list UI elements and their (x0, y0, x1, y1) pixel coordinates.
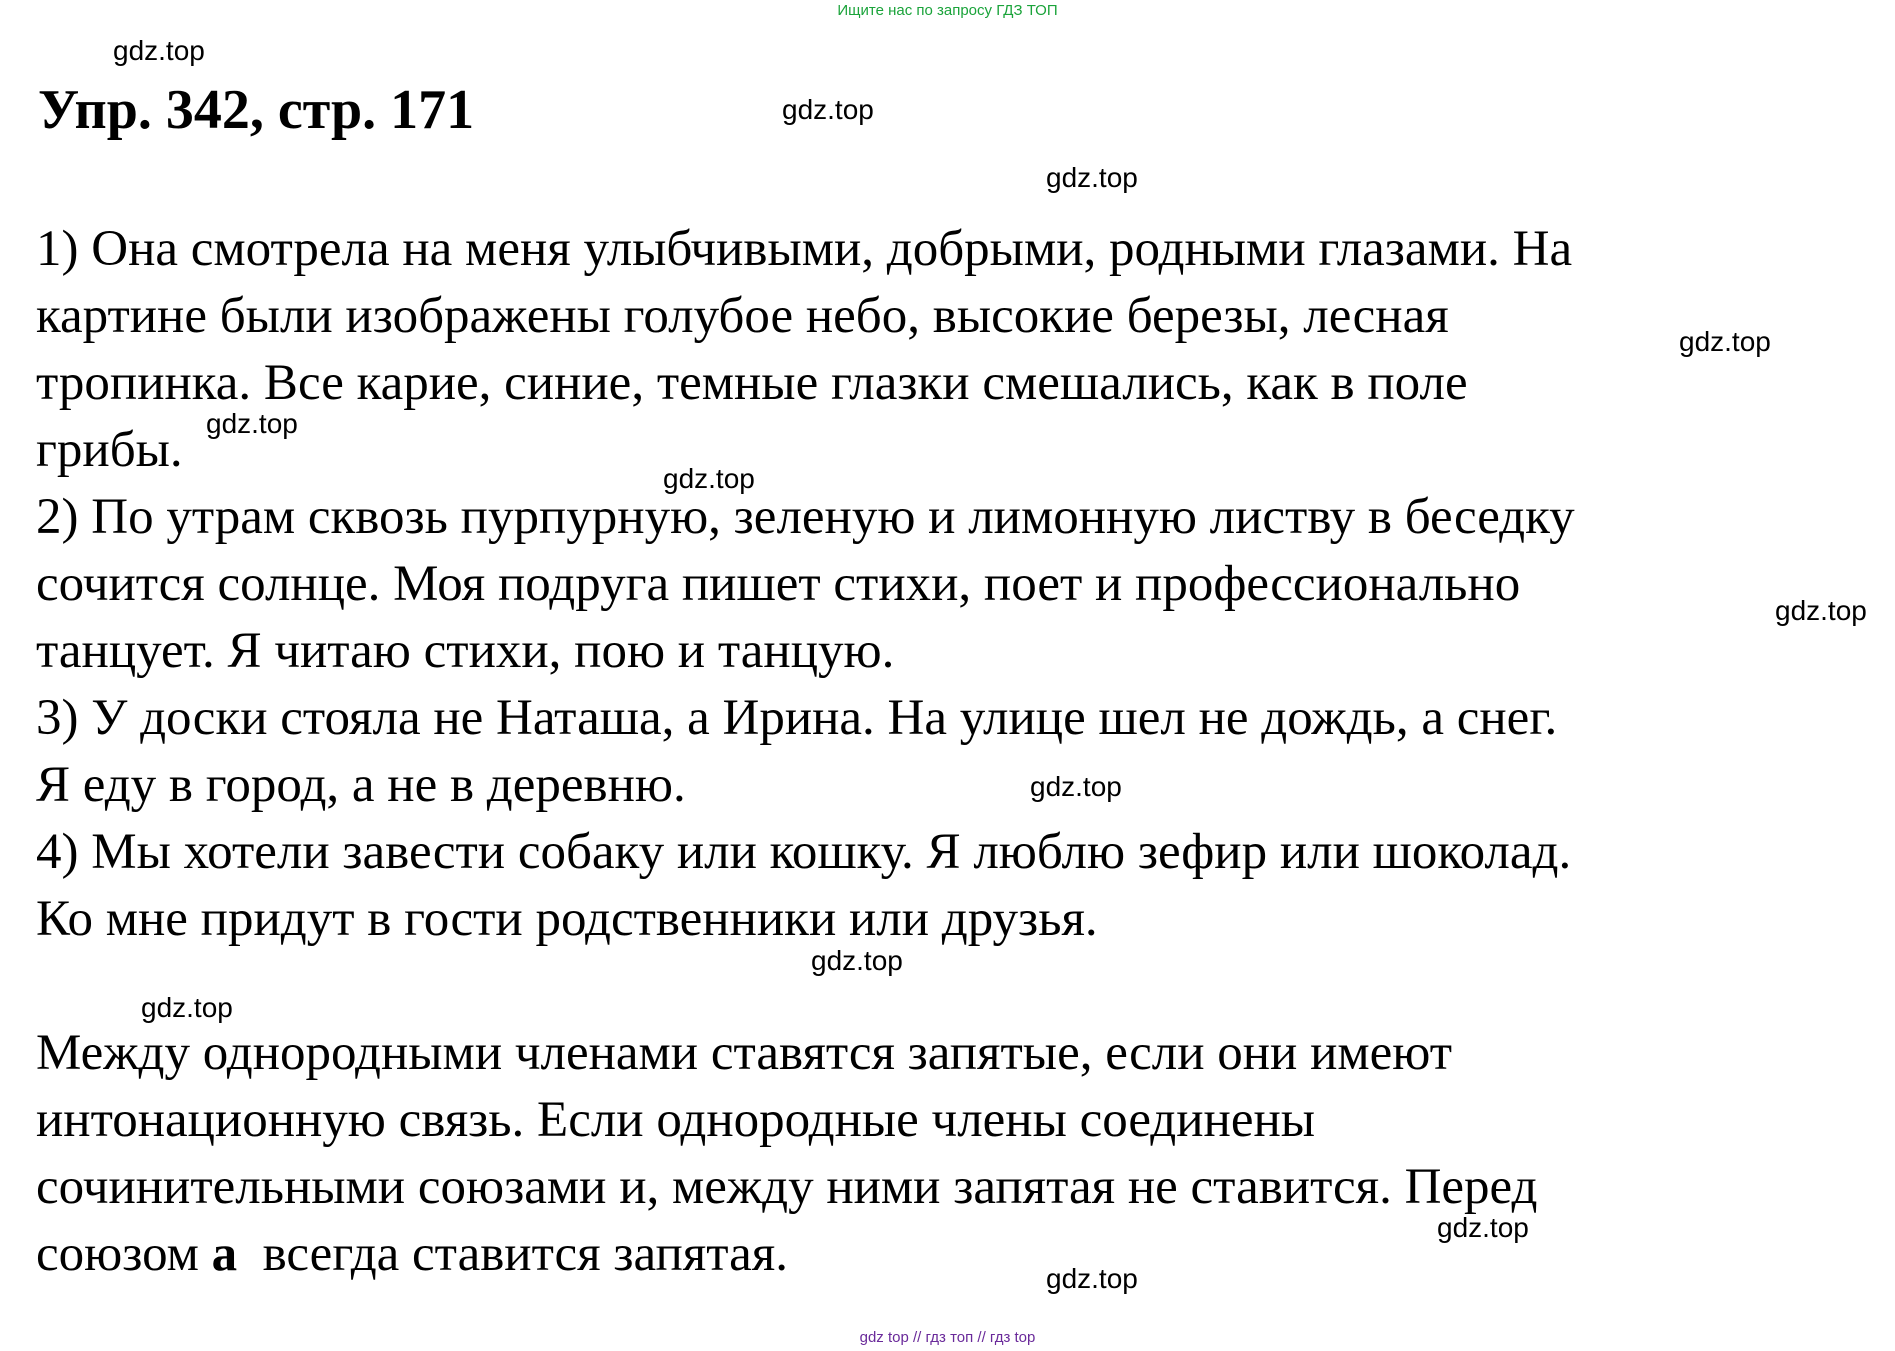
page-title: Упр. 342, стр. 171 (38, 79, 475, 141)
answer-line: Я еду в город, а не в деревню. (36, 757, 686, 813)
rule-block (36, 1020, 1537, 1288)
footer-links[interactable]: gdz top // гдз топ // гдз top (859, 1329, 1036, 1346)
watermark: gdz.top (1046, 1263, 1138, 1294)
answer-line: Ко мне придут в гости родственники или друзья. (36, 891, 1098, 947)
watermark: gdz.top (782, 94, 874, 125)
watermark: gdz.top (113, 35, 205, 66)
answer-line: 1) Она смотрела на меня улыбчивыми, добрыми, родными глазами. На (36, 221, 1573, 277)
answer-line: 4) Мы хотели завести собаку или кошку. Я люблю зефир или шоколад. (36, 824, 1572, 880)
rule-line: интонационную связь. Если однородные члены соединены (36, 1092, 1316, 1148)
answer-line: 3) У доски стояла не Наташа, а Ирина. На улице шел не дождь, а снег. (36, 690, 1558, 746)
answer-line: тропинка. Все карие, синие, темные глазки смешались, как в поле (36, 355, 1468, 411)
conjunction-a: а (211, 1226, 238, 1282)
answer-line: грибы. (36, 422, 183, 478)
top-banner: Ищите нас по запросу ГДЗ ТОП (837, 2, 1058, 19)
answer-line: танцует. Я читаю стихи, пою и танцую. (36, 623, 895, 679)
rule-line: сочинительными союзами и, между ними запятая не ставится. Перед (36, 1159, 1538, 1215)
rule-line: Между однородными членами ставятся запятые, если они имеют (36, 1025, 1452, 1081)
watermark: gdz.top (1679, 326, 1771, 357)
answer-line: 2) По утрам сквозь пурпурную, зеленую и лимонную листву в беседку (36, 489, 1575, 545)
answer-line: картине были изображены голубое небо, высокие березы, лесная (36, 288, 1449, 344)
rule-line (36, 1221, 1537, 1288)
watermark: gdz.top (663, 463, 755, 494)
answer-line: сочится солнце. Моя подруга пишет стихи, поет и профессионально (36, 556, 1521, 612)
rule-text: союзом (36, 1226, 212, 1282)
rule-text: всегда ставится запятая. (237, 1226, 788, 1282)
watermark: gdz.top (1775, 595, 1867, 626)
watermark: gdz.top (141, 992, 233, 1023)
watermark: gdz.top (1437, 1212, 1529, 1243)
watermark: gdz.top (811, 945, 903, 976)
watermark: gdz.top (1046, 162, 1138, 193)
watermark: gdz.top (206, 408, 298, 439)
watermark: gdz.top (1030, 771, 1122, 802)
answers-block (36, 216, 1575, 953)
